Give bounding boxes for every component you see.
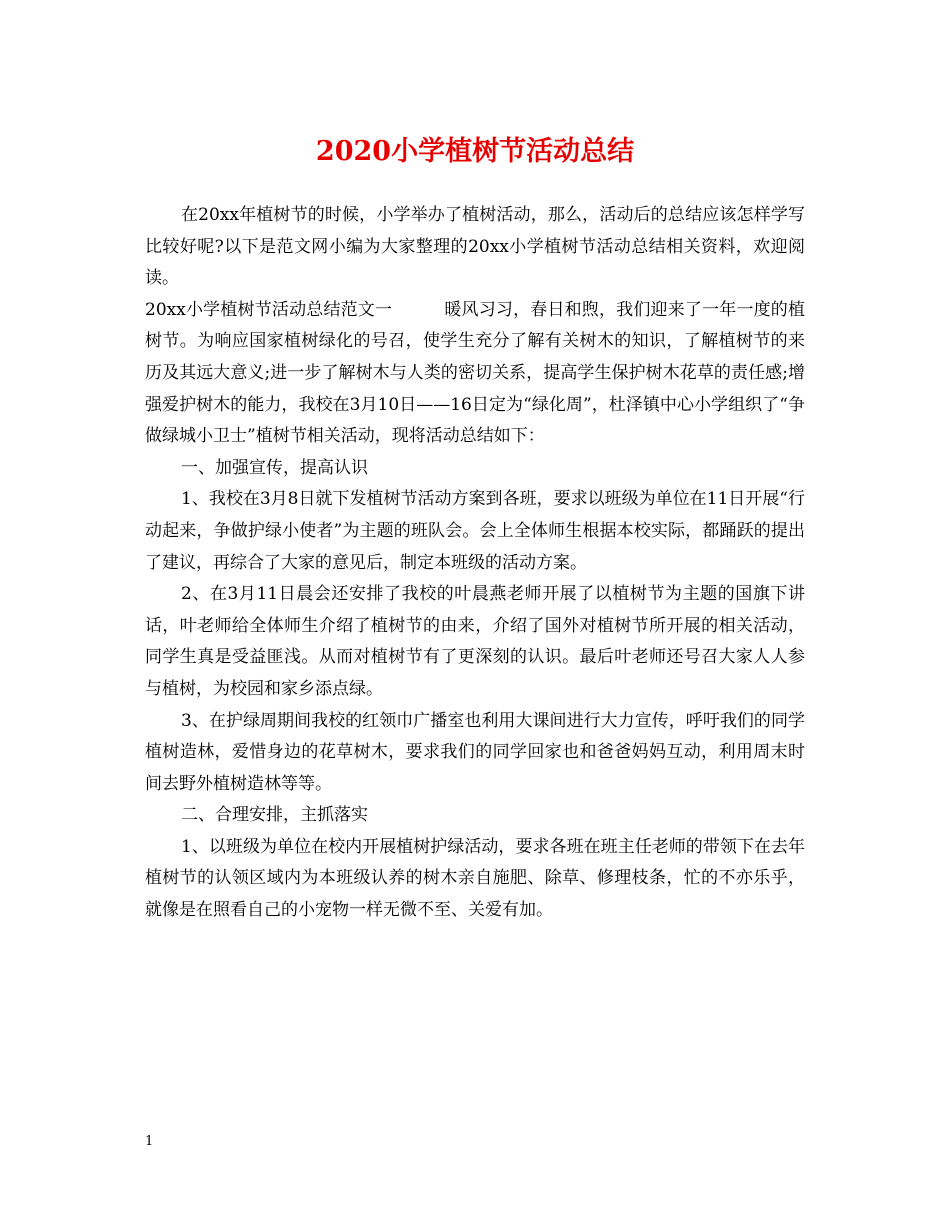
sample-opening: 暖风习习，春日和煦，我们迎来了一年一度的植树节。为响应国家植树绿化的号召，使学生充分了解有关树木的知识，了解植树节的来历及其远大意义;进一步了解树木与人类的密切关系，提高学生保护树木花草的责任感;增强爱护树木的能力，我校在3月10日——16日定为“绿化周”，杜泽镇中心小学组织了“争做绿城小卫士”植树节相关活动，现将活动总结如下： bbox=[145, 299, 805, 447]
intro-paragraph: 在20xx年植树节的时候，小学举办了植树活动，那么，活动后的总结应该怎样学写比较好呢?以下是范文网小编为大家整理的20xx小学植树节活动总结相关资料，欢迎阅读。 bbox=[145, 205, 805, 289]
section1-heading: 一、加强宣传，提高认识 bbox=[181, 457, 368, 478]
section2-item1: 1、以班级为单位在校内开展植树护绿活动，要求各班在班主任老师的带领下在去年植树节的认领区域内为本班级认养的树木亲自施肥、除草、修理枝条，忙的不亦乐乎，就像是在照看自己的小宠物一样无微不至、关爱有加。 bbox=[145, 836, 805, 921]
document-body bbox=[145, 200, 805, 927]
sample-heading: 20xx小学植树节活动总结范文一 bbox=[145, 299, 393, 320]
page-number: 1 bbox=[145, 1134, 154, 1149]
section1-item1: 1、我校在3月8日就下发植树节活动方案到各班，要求以班级为单位在11日开展“行动起来，争做护绿小使者”为主题的班队会。会上全体师生根据本校实际，都踊跃的提出了建议，再综合了大家的意见后，制定本班级的活动方案。 bbox=[145, 489, 805, 573]
section2-heading: 二、合理安排，主抓落实 bbox=[181, 805, 368, 826]
document-title: 2020小学植树节活动总结 bbox=[315, 136, 635, 167]
section1-item2: 2、在3月11日晨会还安排了我校的叶晨燕老师开展了以植树节为主题的国旗下讲话，叶老师给全体师生介绍了植树节的由来，介绍了国外对植树节所开展的相关活动，同学生真是受益匪浅。从而对植树节有了更深刻的认识。最后叶老师还号召大家人人参与植树，为校园和家乡添点绿。 bbox=[145, 584, 805, 699]
section1-item3: 3、在护绿周期间我校的红领巾广播室也利用大课间进行大力宣传，呼吁我们的同学植树造林，爱惜身边的花草树木，要求我们的同学回家也和爸爸妈妈互动，利用周末时间去野外植树造林等等。 bbox=[145, 710, 805, 794]
sample-paragraph bbox=[145, 295, 805, 453]
